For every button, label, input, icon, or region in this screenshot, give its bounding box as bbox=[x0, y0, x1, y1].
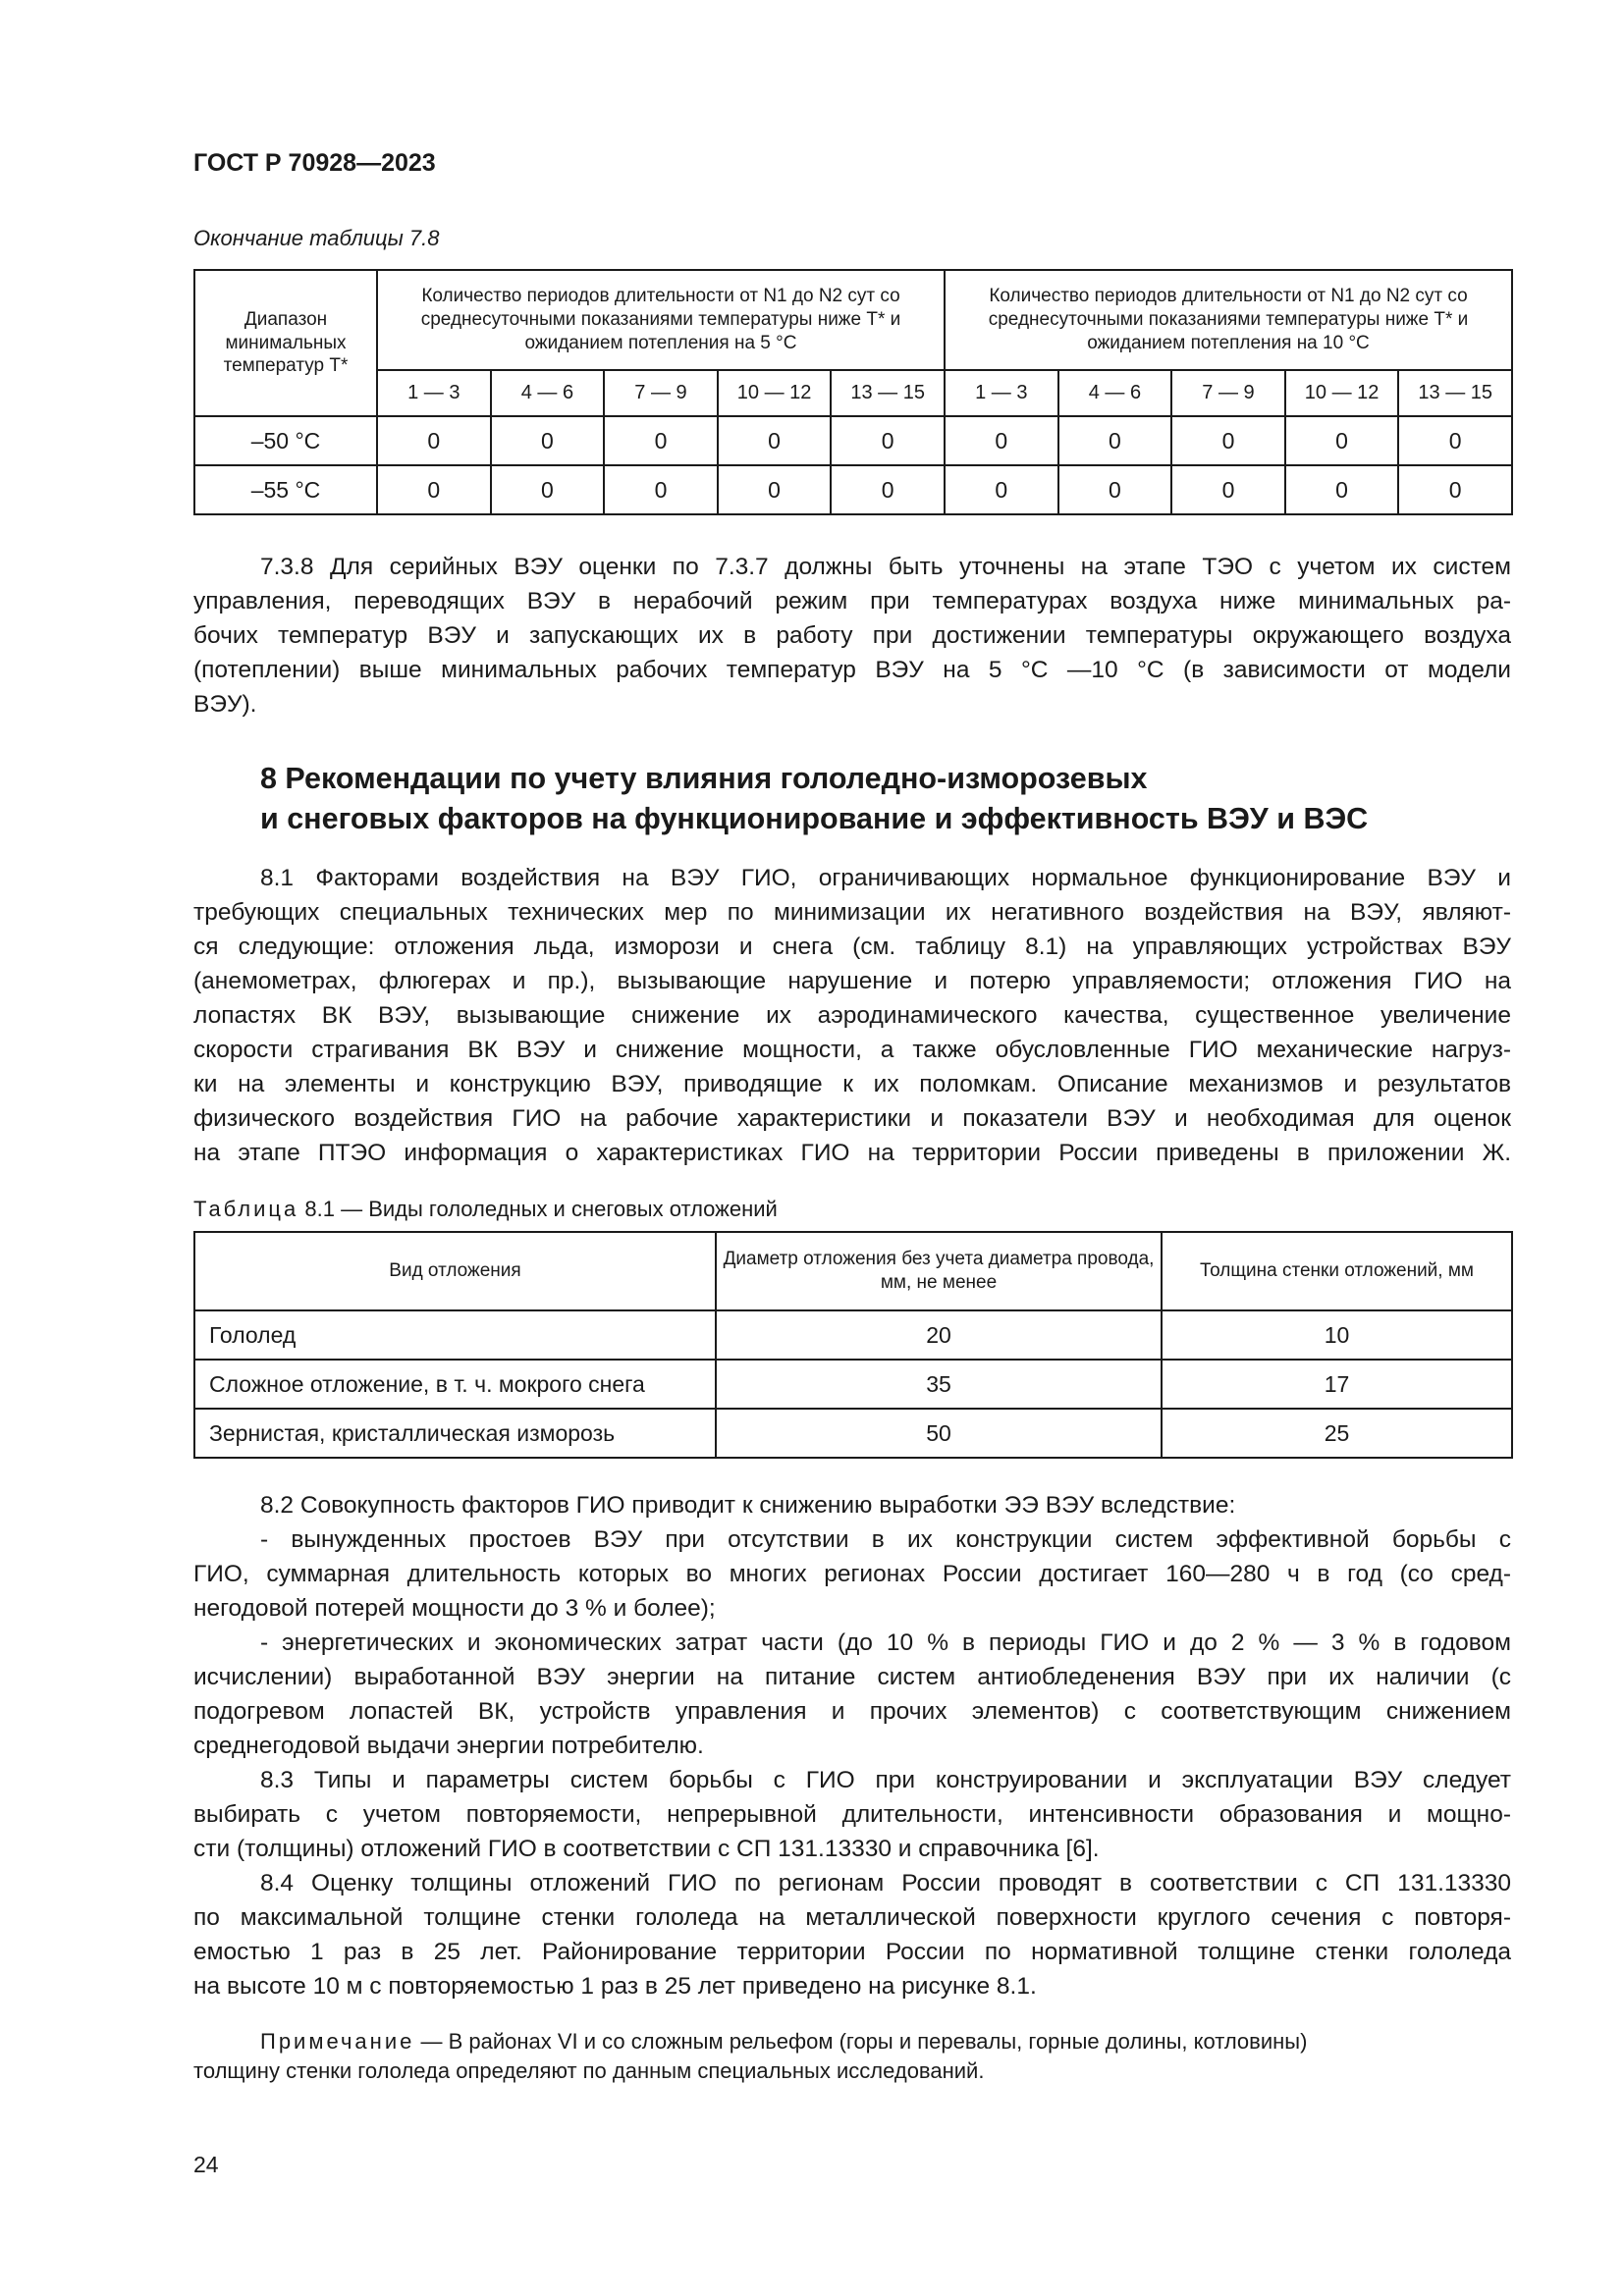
group-header-5c: Количество периодов длительности от N1 до N2 сут со среднесуточными показаниями температуры ниже T* и ожиданием потепления на 5 °С bbox=[377, 270, 945, 370]
table-cell: 35 bbox=[716, 1360, 1162, 1409]
row-label: –55 °С bbox=[194, 465, 377, 514]
section-title-line: и снеговых факторов на функционирование и эффективность ВЭУ и ВЭС bbox=[260, 802, 1369, 835]
table-cell: 0 bbox=[1058, 465, 1172, 514]
text-line: 8.1 Факторами воздействия на ВЭУ ГИО, ограничивающих нормальное функционирование ВЭУ и bbox=[260, 865, 1511, 891]
table-7-8 bbox=[193, 269, 1513, 515]
text-line: 7.3.8 Для серийных ВЭУ оценки по 7.3.7 должны быть уточнены на этапе ТЭО с учетом их систем bbox=[260, 554, 1511, 580]
text-line: по максимальной толщине стенки гололеда на металлической поверхности круглого сечения с повторя- bbox=[193, 1904, 1511, 1931]
text-line: 8.3 Типы и параметры систем борьбы с ГИО при конструировании и эксплуатации ВЭУ следует bbox=[260, 1767, 1511, 1793]
text-line: (анемометрах, флюгерах и пр.), вызывающие нарушение и потерю управляемости; отложения ГИО на bbox=[193, 968, 1511, 994]
table-8-1 bbox=[193, 1231, 1513, 1459]
text-line: выбирать с учетом повторяемости, непрерывной длительности, интенсивности образования и мощно- bbox=[193, 1801, 1511, 1828]
text-line: 8.4 Оценку толщины отложений ГИО по регионам России проводят в соответствии с СП 131.13330 bbox=[260, 1870, 1511, 1896]
subheader-cell: 1 — 3 bbox=[377, 370, 491, 416]
range-header: Диапазон минимальных температур T* bbox=[194, 270, 377, 416]
text-line: сти (толщины) отложений ГИО в соответствии с СП 131.13330 и справочника [6]. bbox=[193, 1836, 1100, 1862]
table-cell: 20 bbox=[716, 1310, 1162, 1360]
table-cell: 0 bbox=[491, 465, 605, 514]
row-label: –50 °С bbox=[194, 416, 377, 465]
table-cell: 0 bbox=[945, 465, 1058, 514]
subheader-cell: 4 — 6 bbox=[491, 370, 605, 416]
text-line: требующих специальных технических мер по минимизации их негативного воздействия на ВЭУ, являют- bbox=[193, 899, 1511, 926]
table-cell: 0 bbox=[718, 416, 832, 465]
table-cell: 0 bbox=[1171, 465, 1285, 514]
text-line: ГИО, суммарная длительность которых во многих регионах России достигает 160—280 ч в год (со сред- bbox=[193, 1561, 1511, 1587]
note-label: Примечание bbox=[260, 2029, 415, 2054]
table-cell: 0 bbox=[491, 416, 605, 465]
subheader-cell: 1 — 3 bbox=[945, 370, 1058, 416]
paragraph-7-3-8 bbox=[193, 550, 1511, 721]
table-8-1-caption bbox=[193, 1197, 778, 1222]
table-cell: 0 bbox=[377, 465, 491, 514]
text-line: среднегодовой выдачи энергии потребителю. bbox=[193, 1733, 704, 1759]
table-cell: 0 bbox=[1058, 416, 1172, 465]
page-number: 24 bbox=[193, 2152, 219, 2177]
section-8-title bbox=[260, 759, 1368, 839]
text-line: - вынужденных простоев ВЭУ при отсутствии в их конструкции систем эффективной борьбы с bbox=[260, 1526, 1511, 1553]
text-line: исчислении) выработанной ВЭУ энергии на питание систем антиобледенения ВЭУ при их наличии (с bbox=[193, 1664, 1511, 1690]
paragraph-8-2 bbox=[193, 1488, 1511, 1763]
subheader-cell: 13 — 15 bbox=[1398, 370, 1512, 416]
text-line: негодовой потерей мощности до 3 % и более); bbox=[193, 1595, 716, 1622]
column-header: Диаметр отложения без учета диаметра провода, мм, не менее bbox=[716, 1232, 1162, 1310]
text-line: бочих температур ВЭУ и запускающих их в работу при достижении температуры окружающего воздуха bbox=[193, 622, 1511, 649]
table-caption-text: 8.1 — Виды гололедных и снеговых отложений bbox=[304, 1197, 778, 1221]
table-row bbox=[194, 1360, 1512, 1409]
table-cell: 0 bbox=[831, 465, 945, 514]
table-cell: 0 bbox=[377, 416, 491, 465]
text-line: емостью 1 раз в 25 лет. Районирование территории России по нормативной толщине стенки гололеда bbox=[193, 1939, 1511, 1965]
table-row bbox=[194, 1310, 1512, 1360]
table-row bbox=[194, 465, 1512, 514]
note-line bbox=[193, 2027, 1511, 2056]
table-caption-word: Таблица bbox=[193, 1197, 299, 1221]
text-line: подогревом лопастей ВК, устройств управления и прочих элементов) с соответствующим снижением bbox=[193, 1698, 1511, 1725]
text-line: 8.2 Совокупность факторов ГИО приводит к снижению выработки ЭЭ ВЭУ вследствие: bbox=[260, 1492, 1236, 1519]
subheader-cell: 13 — 15 bbox=[831, 370, 945, 416]
table-cell: 10 bbox=[1162, 1310, 1512, 1360]
note-text: — В районах VI и со сложным рельефом (горы и перевалы, горные долины, котловины) bbox=[414, 2029, 1308, 2054]
table-cell: 0 bbox=[831, 416, 945, 465]
text-line: физического воздействия ГИО на рабочие характеристики и показатели ВЭУ и необходимая для оценок bbox=[193, 1105, 1511, 1132]
note-line: толщину стенки гололеда определяют по данным специальных исследований. bbox=[193, 2058, 985, 2083]
table-cell: 0 bbox=[1171, 416, 1285, 465]
text-line: на этапе ПТЭО информация о характеристиках ГИО на территории России приведены в приложении Ж. bbox=[193, 1140, 1511, 1166]
text-line: на высоте 10 м с повторяемостью 1 раз в 25 лет приведено на рисунке 8.1. bbox=[193, 1973, 1037, 2000]
table-cell: 0 bbox=[718, 465, 832, 514]
table-cell: Сложное отложение, в т. ч. мокрого снега bbox=[194, 1360, 716, 1409]
note-first-line bbox=[193, 2027, 1307, 2056]
note-block bbox=[193, 2027, 1511, 2086]
group-header-10c: Количество периодов длительности от N1 до N2 сут со среднесуточными показаниями температуры ниже T* и ожиданием потепления на 10 °С bbox=[945, 270, 1512, 370]
subheader-cell: 4 — 6 bbox=[1058, 370, 1172, 416]
paragraph-8-4 bbox=[193, 1866, 1511, 2003]
subheader-cell: 7 — 9 bbox=[604, 370, 718, 416]
text-line: скорости страгивания ВК ВЭУ и снижение мощности, а также обусловленные ГИО механические нагруз- bbox=[193, 1037, 1511, 1063]
text-line: ки на элементы и конструкцию ВЭУ, приводящие к их поломкам. Описание механизмов и результатов bbox=[193, 1071, 1511, 1097]
paragraph-8-1 bbox=[193, 861, 1511, 1170]
text-line: ся следующие: отложения льда, изморози и снега (см. таблицу 8.1) на управляющих устройствах ВЭУ bbox=[193, 934, 1511, 960]
text-line: (потеплении) выше минимальных рабочих температур ВЭУ на 5 °С —10 °С (в зависимости от модели bbox=[193, 657, 1511, 683]
table-cell: 0 bbox=[945, 416, 1058, 465]
subheader-cell: 10 — 12 bbox=[718, 370, 832, 416]
section-title-line: 8 Рекомендации по учету влияния гололедно-изморозевых bbox=[260, 762, 1148, 795]
column-header: Вид отложения bbox=[194, 1232, 716, 1310]
table-cell: 0 bbox=[604, 465, 718, 514]
text-line: управления, переводящих ВЭУ в нерабочий режим при температурах воздуха ниже минимальных ра- bbox=[193, 588, 1511, 614]
table-cell: 0 bbox=[1398, 416, 1512, 465]
column-header: Толщина стенки отложений, мм bbox=[1162, 1232, 1512, 1310]
table-7-8-caption: Окончание таблицы 7.8 bbox=[193, 226, 440, 250]
text-line: ВЭУ). bbox=[193, 691, 257, 718]
document-code-header: ГОСТ Р 70928—2023 bbox=[193, 149, 436, 177]
paragraph-8-3 bbox=[193, 1763, 1511, 1866]
table-row bbox=[194, 1409, 1512, 1458]
table-cell: 0 bbox=[604, 416, 718, 465]
table-cell: 25 bbox=[1162, 1409, 1512, 1458]
table-row bbox=[194, 416, 1512, 465]
table-cell: 0 bbox=[1285, 416, 1399, 465]
table-cell: 50 bbox=[716, 1409, 1162, 1458]
table-cell: 0 bbox=[1398, 465, 1512, 514]
text-line: лопастях ВК ВЭУ, вызывающие снижение их аэродинамического качества, существенное увеличение bbox=[193, 1002, 1511, 1029]
table-cell: 0 bbox=[1285, 465, 1399, 514]
text-line: - энергетических и экономических затрат части (до 10 % в периоды ГИО и до 2 % — 3 % в годовом bbox=[260, 1629, 1511, 1656]
table-cell: 17 bbox=[1162, 1360, 1512, 1409]
subheader-cell: 7 — 9 bbox=[1171, 370, 1285, 416]
subheader-cell: 10 — 12 bbox=[1285, 370, 1399, 416]
table-cell: Гололед bbox=[194, 1310, 716, 1360]
table-cell: Зернистая, кристаллическая изморозь bbox=[194, 1409, 716, 1458]
